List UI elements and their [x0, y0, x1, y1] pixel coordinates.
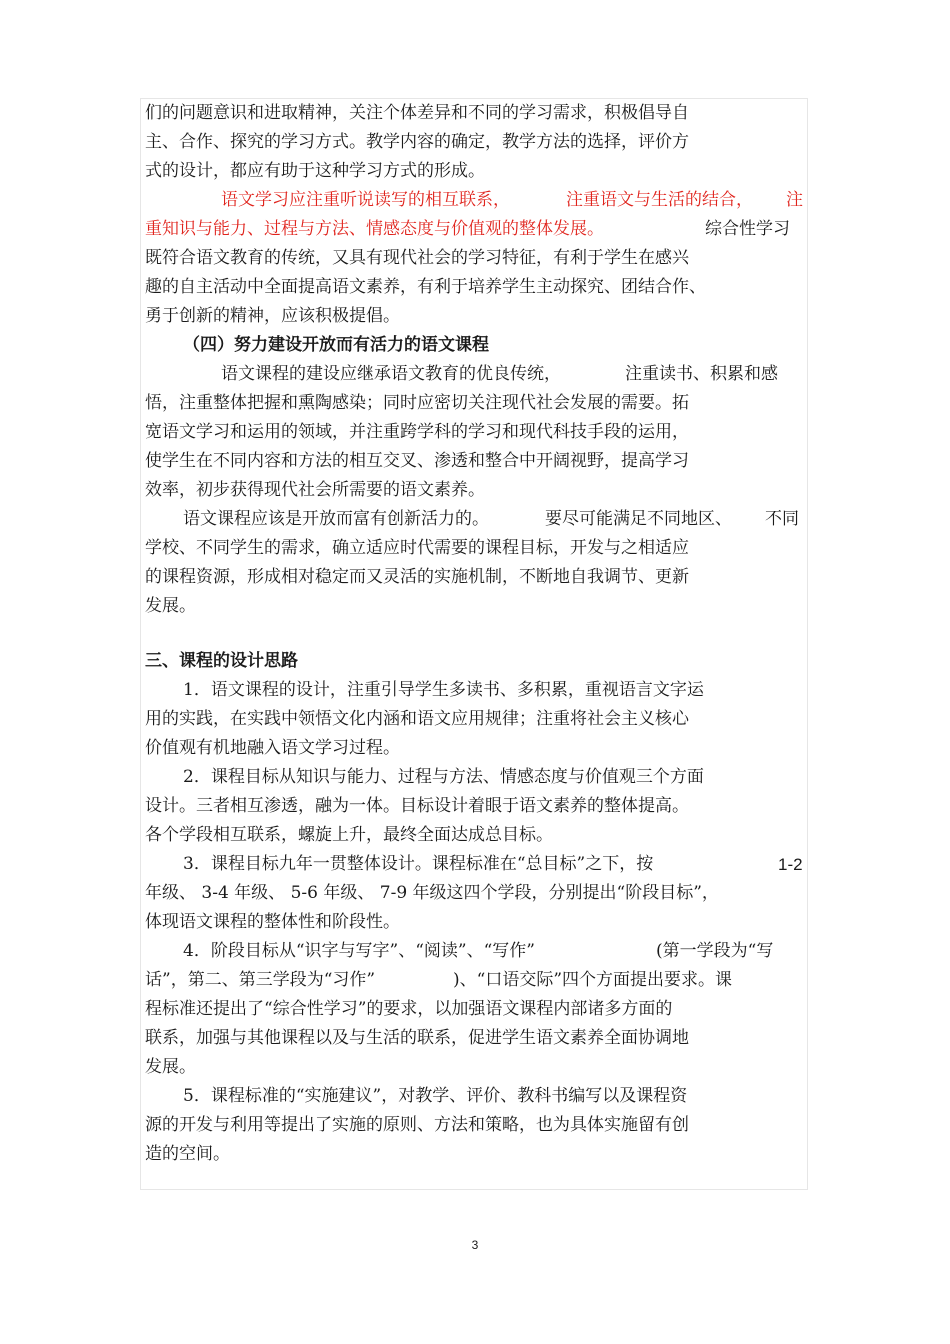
list-item-line: 5．课程标准的“实施建议”，对教学、评价、教科书编写以及课程资 [183, 1086, 688, 1106]
list-item-line: 年级、 3-4 年级、 5-6 年级、 7-9 年级这四个学段，分别提出“阶段目标”， [145, 883, 719, 903]
text-line: 不同 [765, 509, 799, 529]
text-line: 既符合语文教育的传统，又具有现代社会的学习特征，有利于学生在感兴 [145, 248, 689, 268]
text-line: 们的问题意识和进取精神，关注个体差异和不同的学习需求，积极倡导自 [145, 103, 689, 123]
list-item-line: 用的实践，在实践中领悟文化内涵和语文应用规律；注重将社会主义核心 [145, 709, 689, 729]
text-line: 勇于创新的精神，应该积极提倡。 [145, 306, 400, 326]
red-emphasis-text: 注重语文与生活的结合， [566, 190, 753, 210]
list-item-line: 4．阶段目标从“识字与写字”、“阅读”、“写作” [183, 941, 535, 961]
text-line: 式的设计，都应有助于这种学习方式的形成。 [145, 161, 485, 181]
text-line: 趣的自主活动中全面提高语文素养，有利于培养学生主动探究、团结合作、 [145, 277, 706, 297]
list-item-line: 价值观有机地融入语文学习过程。 [145, 738, 400, 758]
text-line: 的课程资源，形成相对稳定而又灵活的实施机制，不断地自我调节、更新 [145, 567, 689, 587]
page-number: 3 [471, 1238, 479, 1252]
text-line: 使学生在不同内容和方法的相互交叉、渗透和整合中开阔视野，提高学习 [145, 451, 689, 471]
list-item-line: 话”，第二、第三学段为“习作” [145, 970, 376, 990]
list-item-line: 发展。 [145, 1057, 196, 1077]
text-line: 综合性学习 [705, 219, 790, 239]
red-emphasis-text: 重知识与能力、过程与方法、情感态度与价值观的整体发展。 [145, 219, 604, 239]
red-emphasis-text: 注 [786, 190, 803, 210]
list-item-line: 程标准还提出了“综合性学习”的要求，以加强语文课程内部诸多方面的 [145, 999, 673, 1019]
list-item-line: (第一学段为“写 [656, 941, 774, 961]
list-item-line: )、“口语交际”四个方面提出要求。课 [453, 970, 733, 990]
section-heading: （四）努力建设开放而有活力的语文课程 [183, 335, 489, 355]
list-item-line: 1．语文课程的设计，注重引导学生多读书、多积累，重视语言文字运 [183, 680, 704, 700]
list-item-line: 3．课程目标九年一贯整体设计。课程标准在“总目标”之下，按 [183, 854, 654, 874]
text-line: 语文课程的建设应继承语文教育的优良传统， [221, 364, 561, 384]
text-line: 宽语文学习和运用的领域，并注重跨学科的学习和现代科技手段的运用， [145, 422, 689, 442]
list-item-line: 联系，加强与其他课程以及与生活的联系，促进学生语文素养全面协调地 [145, 1028, 689, 1048]
text-line: 注重读书、积累和感 [625, 364, 778, 384]
text-line: 悟，注重整体把握和熏陶感染；同时应密切关注现代社会发展的需要。拓 [145, 393, 689, 413]
list-item-line: 2．课程目标从知识与能力、过程与方法、情感态度与价值观三个方面 [183, 767, 704, 787]
text-line: 发展。 [145, 596, 196, 616]
list-item-line: 设计。三者相互渗透，融为一体。目标设计着眼于语文素养的整体提高。 [145, 796, 689, 816]
list-item-line: 源的开发与利用等提出了实施的原则、方法和策略，也为具体实施留有创 [145, 1115, 689, 1135]
red-emphasis-text: 语文学习应注重听说读写的相互联系， [221, 190, 510, 210]
text-line: 语文课程应该是开放而富有创新活力的。 [183, 509, 489, 529]
text-line: 主、合作、探究的学习方式。教学内容的确定，教学方法的选择，评价方 [145, 132, 689, 152]
text-line: 效率，初步获得现代社会所需要的语文素养。 [145, 480, 485, 500]
list-item-line: 各个学段相互联系，螺旋上升，最终全面达成总目标。 [145, 825, 553, 845]
list-item-line: 造的空间。 [145, 1144, 230, 1164]
text-line: 学校、不同学生的需求，确立适应时代需要的课程目标，开发与之相适应 [145, 538, 689, 558]
text-line: 要尽可能满足不同地区、 [545, 509, 732, 529]
list-item-line: 1-2 [778, 855, 803, 874]
list-item-line: 体现语文课程的整体性和阶段性。 [145, 912, 400, 932]
section-heading: 三、课程的设计思路 [145, 651, 298, 671]
